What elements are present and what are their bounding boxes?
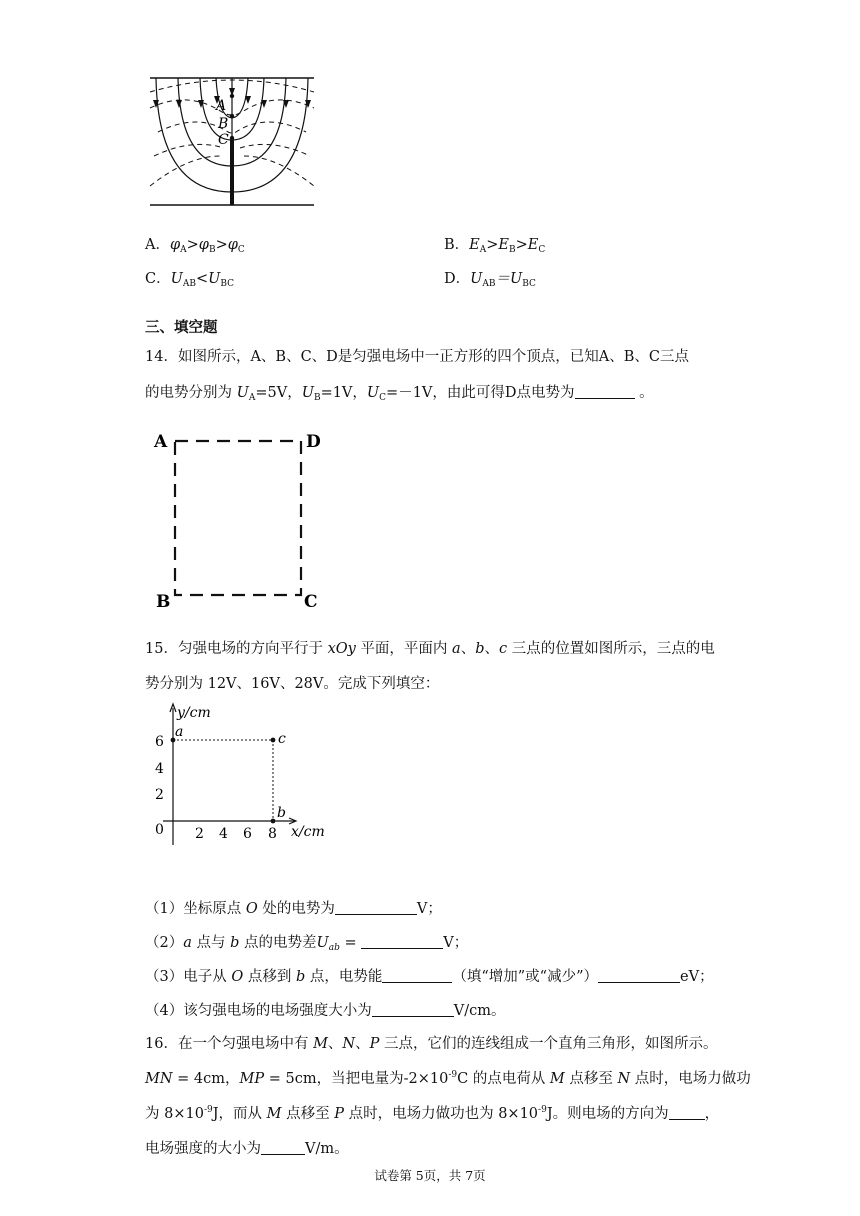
q16-line1: 16．在一个匀强电场中有 M、N、P 三点，它们的连线组成一个直角三角形，如图所示。 (145, 1036, 718, 1052)
point-b-label: b (277, 805, 286, 821)
q14-line1: 14．如图所示，A、B、C、D是匀强电场中一正方形的四个顶点，已知A、B、C三点 (145, 349, 690, 365)
label-a: A (216, 98, 227, 114)
answer-blank[interactable] (382, 968, 452, 983)
coordinate-graph (145, 700, 345, 850)
label-b: B (218, 116, 229, 132)
field-lines-figure (148, 72, 318, 210)
option-c[interactable]: C．$U_{AB}<U_{BC}$ (145, 271, 235, 289)
origin-label: 0 (155, 822, 164, 838)
vertex-c: C (304, 592, 318, 612)
q14-line2: 的电势分别为 $U_A=5V$，$U_B=1V$，$U_C=-1V$，由此可得D点电势为 。 (145, 385, 654, 403)
point-c-label: c (278, 731, 286, 747)
answer-blank[interactable] (669, 1105, 705, 1120)
square-figure (150, 425, 330, 615)
q15-part3: （3）电子从 O 点移到 b 点，电势能 （填“增加”或“减少”） eV； (145, 969, 714, 985)
x-tick: 4 (219, 826, 228, 842)
answer-blank[interactable] (598, 968, 680, 983)
vertex-a: A (154, 432, 168, 452)
q16-line2: MN = 4cm，MP = 5cm，当把电量为$-2\times 10^{-9}C$ 的点电荷从 M 点移至 N 点时，电场力做功 (145, 1070, 751, 1087)
vertex-b: B (156, 592, 171, 612)
answer-blank[interactable] (261, 1140, 305, 1155)
q16-line4: 电场强度的大小为 V/m。 (145, 1141, 349, 1157)
y-axis-label: y/cm (177, 705, 211, 721)
label-c: C (218, 132, 229, 148)
section-title: 三、填空题 (145, 320, 218, 336)
answer-blank[interactable] (361, 934, 443, 949)
page-footer: 试卷第 5页，共 7页 (374, 1168, 486, 1183)
x-tick: 8 (268, 826, 277, 842)
option-d[interactable]: D．$U_{AB}=U_{BC}$ (444, 271, 536, 289)
q16-line3: 为 $8\times 10^{-9}J$，而从 M 点移至 P 点时，电场力做功也为 $8\times 10^{-9}J$。则电场的方向为 ， (145, 1105, 720, 1122)
answer-blank[interactable] (335, 900, 417, 915)
x-tick: 6 (243, 826, 252, 842)
q15-part2: （2）a 点与 b 点的电势差$U_{ab} = V$； (145, 935, 469, 953)
vertex-d: D (306, 432, 321, 452)
q15-line1: 15．匀强电场的方向平行于 xOy 平面，平面内 a、b、c 三点的位置如图所示，三点的电 (145, 641, 715, 657)
y-tick: 6 (155, 734, 164, 750)
q15-part1: （1）坐标原点 O 处的电势为 V； (145, 901, 442, 917)
y-tick: 4 (155, 761, 164, 777)
option-a[interactable]: A．$\varphi_A>\varphi_B>\varphi_C$ (145, 237, 245, 255)
option-b[interactable]: B．$E_A>E_B>E_C$ (444, 237, 546, 255)
q15-part4: （4）该匀强电场的电场强度大小为 V/cm。 (145, 1003, 506, 1019)
q15-line2: 势分别为 12V、16V、28V。完成下列填空： (145, 676, 440, 692)
x-tick: 2 (195, 826, 204, 842)
answer-blank[interactable] (372, 1002, 454, 1017)
answer-blank[interactable] (575, 384, 635, 399)
point-a-label: a (175, 724, 184, 740)
y-tick: 2 (155, 787, 164, 803)
x-axis-label: x/cm (291, 824, 325, 840)
